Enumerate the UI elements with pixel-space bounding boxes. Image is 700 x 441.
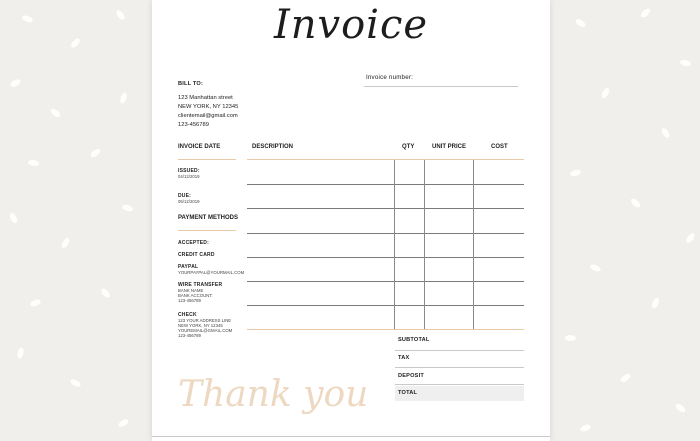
petal-decoration <box>660 127 670 140</box>
petal-decoration <box>619 373 632 384</box>
petal-decoration <box>118 92 128 105</box>
table-bottom-rule <box>247 329 524 330</box>
petal-decoration <box>21 14 34 25</box>
petal-decoration <box>574 17 586 29</box>
petal-decoration <box>121 203 134 213</box>
wire-bank-name: BANK NAME <box>178 288 204 293</box>
tax-label: TAX <box>398 355 410 361</box>
petal-decoration <box>600 87 611 99</box>
petal-decoration <box>100 287 111 299</box>
footer-rule <box>152 436 550 437</box>
invoice-number-line <box>364 86 518 87</box>
petal-decoration <box>60 237 72 249</box>
check-city: NEW YORK, NY 12345 <box>178 323 223 328</box>
invoice-date-header: INVOICE DATE <box>178 144 221 150</box>
subtotal-label: SUBTOTAL <box>398 337 430 343</box>
column-divider <box>473 160 474 329</box>
wire-account-number: 123-456789 <box>178 298 201 303</box>
column-header-description: DESCRIPTION <box>252 144 294 150</box>
petal-decoration <box>9 78 21 87</box>
due-date: 05/12/2019 <box>178 199 200 204</box>
due-label: DUE: <box>178 193 192 199</box>
petal-decoration <box>69 37 81 49</box>
credit-card-label: CREDIT CARD <box>178 252 215 258</box>
check-address: 123 YOUR ADDRESS LINE <box>178 318 232 323</box>
petal-decoration <box>570 169 582 177</box>
issued-label: ISSUED: <box>178 168 200 174</box>
invoice-number-label: Invoice number: <box>366 74 414 81</box>
petal-decoration <box>49 107 61 119</box>
bill-to-address <box>178 94 238 130</box>
deposit-label: DEPOSIT <box>398 373 424 379</box>
petal-decoration <box>69 377 81 388</box>
petal-decoration <box>29 299 41 308</box>
column-header-qty: QTY <box>402 144 415 150</box>
table-row-line <box>247 281 524 282</box>
invoice-page <box>152 0 550 441</box>
petal-decoration <box>650 297 661 310</box>
column-header-unit-price: UNIT PRICE <box>432 144 467 150</box>
column-divider <box>394 160 395 329</box>
table-row-line <box>247 305 524 306</box>
bill-to-street: 123 Manhattan street <box>178 95 233 101</box>
issued-date: 04/12/2019 <box>178 174 200 179</box>
wire-transfer-label: WIRE TRANSFER <box>178 282 223 288</box>
bill-to-phone: 123-456789 <box>178 122 209 128</box>
petal-decoration <box>89 148 102 159</box>
petal-decoration <box>115 9 126 22</box>
petal-decoration <box>684 232 696 244</box>
paypal-email: YOURPAYPAL@YOURMAIL.COM <box>178 270 245 275</box>
thank-you-text: Thank you <box>178 374 369 415</box>
petal-decoration <box>589 263 602 274</box>
deposit-line <box>395 384 524 385</box>
check-details <box>178 318 232 338</box>
column-divider <box>424 160 425 329</box>
petal-decoration <box>16 347 25 359</box>
petal-decoration <box>579 424 591 433</box>
petal-decoration <box>27 159 39 168</box>
column-header-cost: COST <box>491 144 508 150</box>
petal-decoration <box>630 197 642 209</box>
subtotal-line <box>395 350 524 351</box>
table-row-line <box>247 257 524 258</box>
check-label: CHECK <box>178 312 197 318</box>
invoice-date-underline <box>178 159 236 160</box>
payment-methods-header: PAYMENT METHODS <box>178 215 239 221</box>
petal-decoration <box>9 212 18 224</box>
accepted-label: ACCEPTED: <box>178 240 209 246</box>
wire-transfer-details <box>178 288 213 303</box>
invoice-title: Invoice <box>273 2 429 48</box>
paypal-label: PAYPAL <box>178 264 199 270</box>
table-row-line <box>247 208 524 209</box>
check-phone: 123-456789 <box>178 333 201 338</box>
tax-line <box>395 367 524 368</box>
table-row-line <box>247 184 524 185</box>
petal-decoration <box>565 334 577 342</box>
petal-decoration <box>679 58 691 67</box>
petal-decoration <box>674 402 686 414</box>
bill-to-email: clientemail@gmail.com <box>178 113 238 119</box>
bill-to-label: BILL TO: <box>178 81 204 87</box>
table-row-line <box>247 233 524 234</box>
total-label: TOTAL <box>398 390 418 396</box>
petal-decoration <box>117 418 130 428</box>
check-email: YOUREMAIL@GMAIL.COM <box>178 328 233 333</box>
table-header-rule <box>247 159 524 160</box>
wire-bank-account: BANK ACCOUNT: <box>178 293 213 298</box>
petal-decoration <box>639 7 651 18</box>
bill-to-city: NEW YORK, NY 12345 <box>178 104 239 110</box>
payment-methods-underline <box>178 230 236 231</box>
